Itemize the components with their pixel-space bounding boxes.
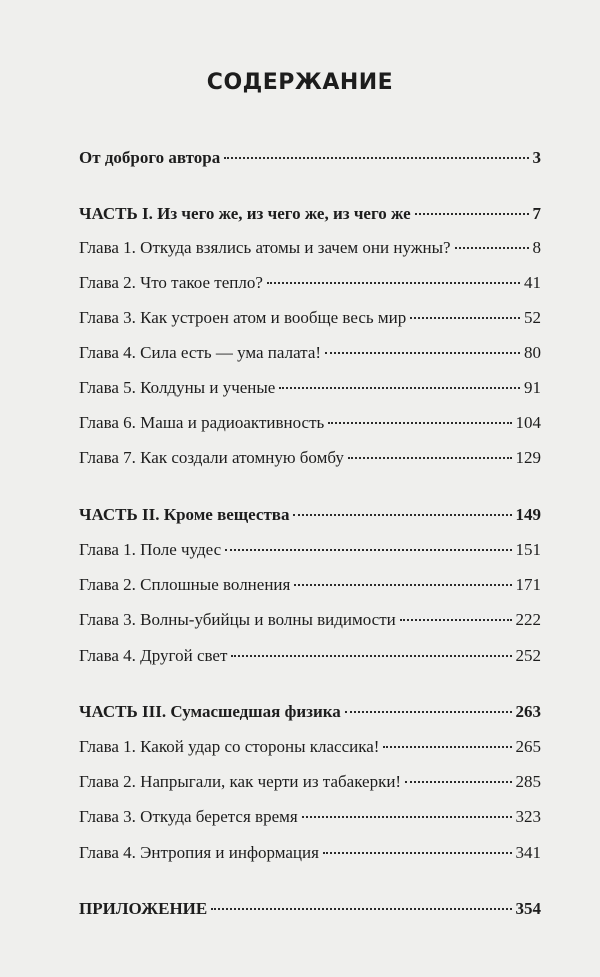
toc-entry-page: 323 <box>515 807 541 826</box>
toc-entry-label: Глава 5. Колдуны и ученые <box>79 378 276 397</box>
dot-leader <box>293 514 511 516</box>
dot-leader <box>279 387 520 389</box>
toc-entry-page: 3 <box>532 148 541 167</box>
dot-leader <box>325 352 520 354</box>
dot-leader <box>415 213 529 215</box>
toc-entry-label: Глава 1. Какой удар со стороны классика! <box>79 737 380 756</box>
dot-leader <box>405 781 511 783</box>
dot-leader <box>400 619 512 621</box>
dot-leader <box>455 247 529 249</box>
toc-entry-page: 265 <box>515 737 541 756</box>
toc-entry-page: 252 <box>515 646 541 665</box>
toc-entry-label: Глава 2. Сплошные волнения <box>79 575 291 594</box>
dot-leader <box>267 282 520 284</box>
toc-entry-page: 285 <box>515 772 541 791</box>
toc-entry <box>79 145 541 171</box>
toc-entry <box>79 572 541 598</box>
toc-entry-page: 222 <box>515 610 541 629</box>
toc-entry-label: От доброго автора <box>79 148 221 167</box>
toc-entry-label: ЧАСТЬ II. Кроме вещества <box>79 505 290 524</box>
toc-entry-page: 52 <box>524 308 541 327</box>
toc-entry-label: Глава 1. Поле чудес <box>79 540 222 559</box>
toc-entry <box>79 734 541 760</box>
dot-leader <box>410 317 520 319</box>
toc-entry-label: Глава 4. Сила есть — ума палата! <box>79 343 322 362</box>
dot-leader <box>211 908 511 910</box>
toc-entry <box>79 410 541 436</box>
dot-leader <box>294 584 511 586</box>
toc-entry-page: 171 <box>515 575 541 594</box>
toc-entry-label: Глава 2. Что такое тепло? <box>79 273 263 292</box>
toc-entry <box>79 769 541 795</box>
toc-entry <box>79 699 541 725</box>
toc-entry <box>79 340 541 366</box>
toc-entry <box>79 607 541 633</box>
toc-entry-page: 91 <box>524 378 541 397</box>
toc-entry-page: 41 <box>524 273 541 292</box>
toc-entry-label: Глава 3. Откуда берется время <box>79 807 298 826</box>
toc-entry-page: 263 <box>515 702 541 721</box>
toc-entry-label: Глава 6. Маша и радиоактивность <box>79 413 325 432</box>
toc-entry <box>79 804 541 830</box>
toc-entry <box>79 305 541 331</box>
toc-entry-label: ЧАСТЬ I. Из чего же, из чего же, из чего же <box>79 204 411 223</box>
page-title: СОДЕРЖАНИЕ <box>206 70 394 95</box>
toc-entry-label: ПРИЛОЖЕНИЕ <box>79 899 208 918</box>
toc-entry <box>79 840 541 866</box>
toc-entry-page: 149 <box>515 505 541 524</box>
toc-entry-label: Глава 7. Как создали атомную бомбу <box>79 448 344 467</box>
toc-entry-page: 104 <box>515 413 541 432</box>
toc-entry <box>79 445 541 471</box>
toc-entry-page: 151 <box>515 540 541 559</box>
dot-leader <box>224 157 528 159</box>
toc-entry-label: Глава 4. Энтропия и информация <box>79 843 319 862</box>
toc-entry-page: 8 <box>532 238 541 257</box>
toc-entry <box>79 270 541 296</box>
toc-entry <box>79 235 541 261</box>
dot-leader <box>231 655 511 657</box>
toc-entry <box>79 502 541 528</box>
toc-entry-label: Глава 1. Откуда взялись атомы и зачем они нужны? <box>79 238 451 257</box>
dot-leader <box>383 746 511 748</box>
dot-leader <box>328 422 511 424</box>
toc-entry-page: 354 <box>515 899 541 918</box>
toc-entry <box>79 375 541 401</box>
dot-leader <box>345 711 512 713</box>
toc-entry-page: 129 <box>515 448 541 467</box>
dot-leader <box>225 549 511 551</box>
toc-entry-page: 80 <box>524 343 541 362</box>
toc-entry-page: 7 <box>532 204 541 223</box>
dot-leader <box>323 852 512 854</box>
toc-entry <box>79 896 541 922</box>
toc-entry-label: ЧАСТЬ III. Сумасшедшая физика <box>79 702 341 721</box>
dot-leader <box>302 816 512 818</box>
toc-entry <box>79 201 541 227</box>
toc-entry <box>79 537 541 563</box>
toc-entry-page: 341 <box>515 843 541 862</box>
toc-entry-label: Глава 3. Волны-убийцы и волны видимости <box>79 610 396 629</box>
toc-entry-label: Глава 3. Как устроен атом и вообще весь мир <box>79 308 407 327</box>
toc-entry <box>79 643 541 669</box>
toc-entry-label: Глава 4. Другой свет <box>79 646 228 665</box>
dot-leader <box>348 457 512 459</box>
toc-entry-label: Глава 2. Напрыгали, как черти из табакерки! <box>79 772 402 791</box>
